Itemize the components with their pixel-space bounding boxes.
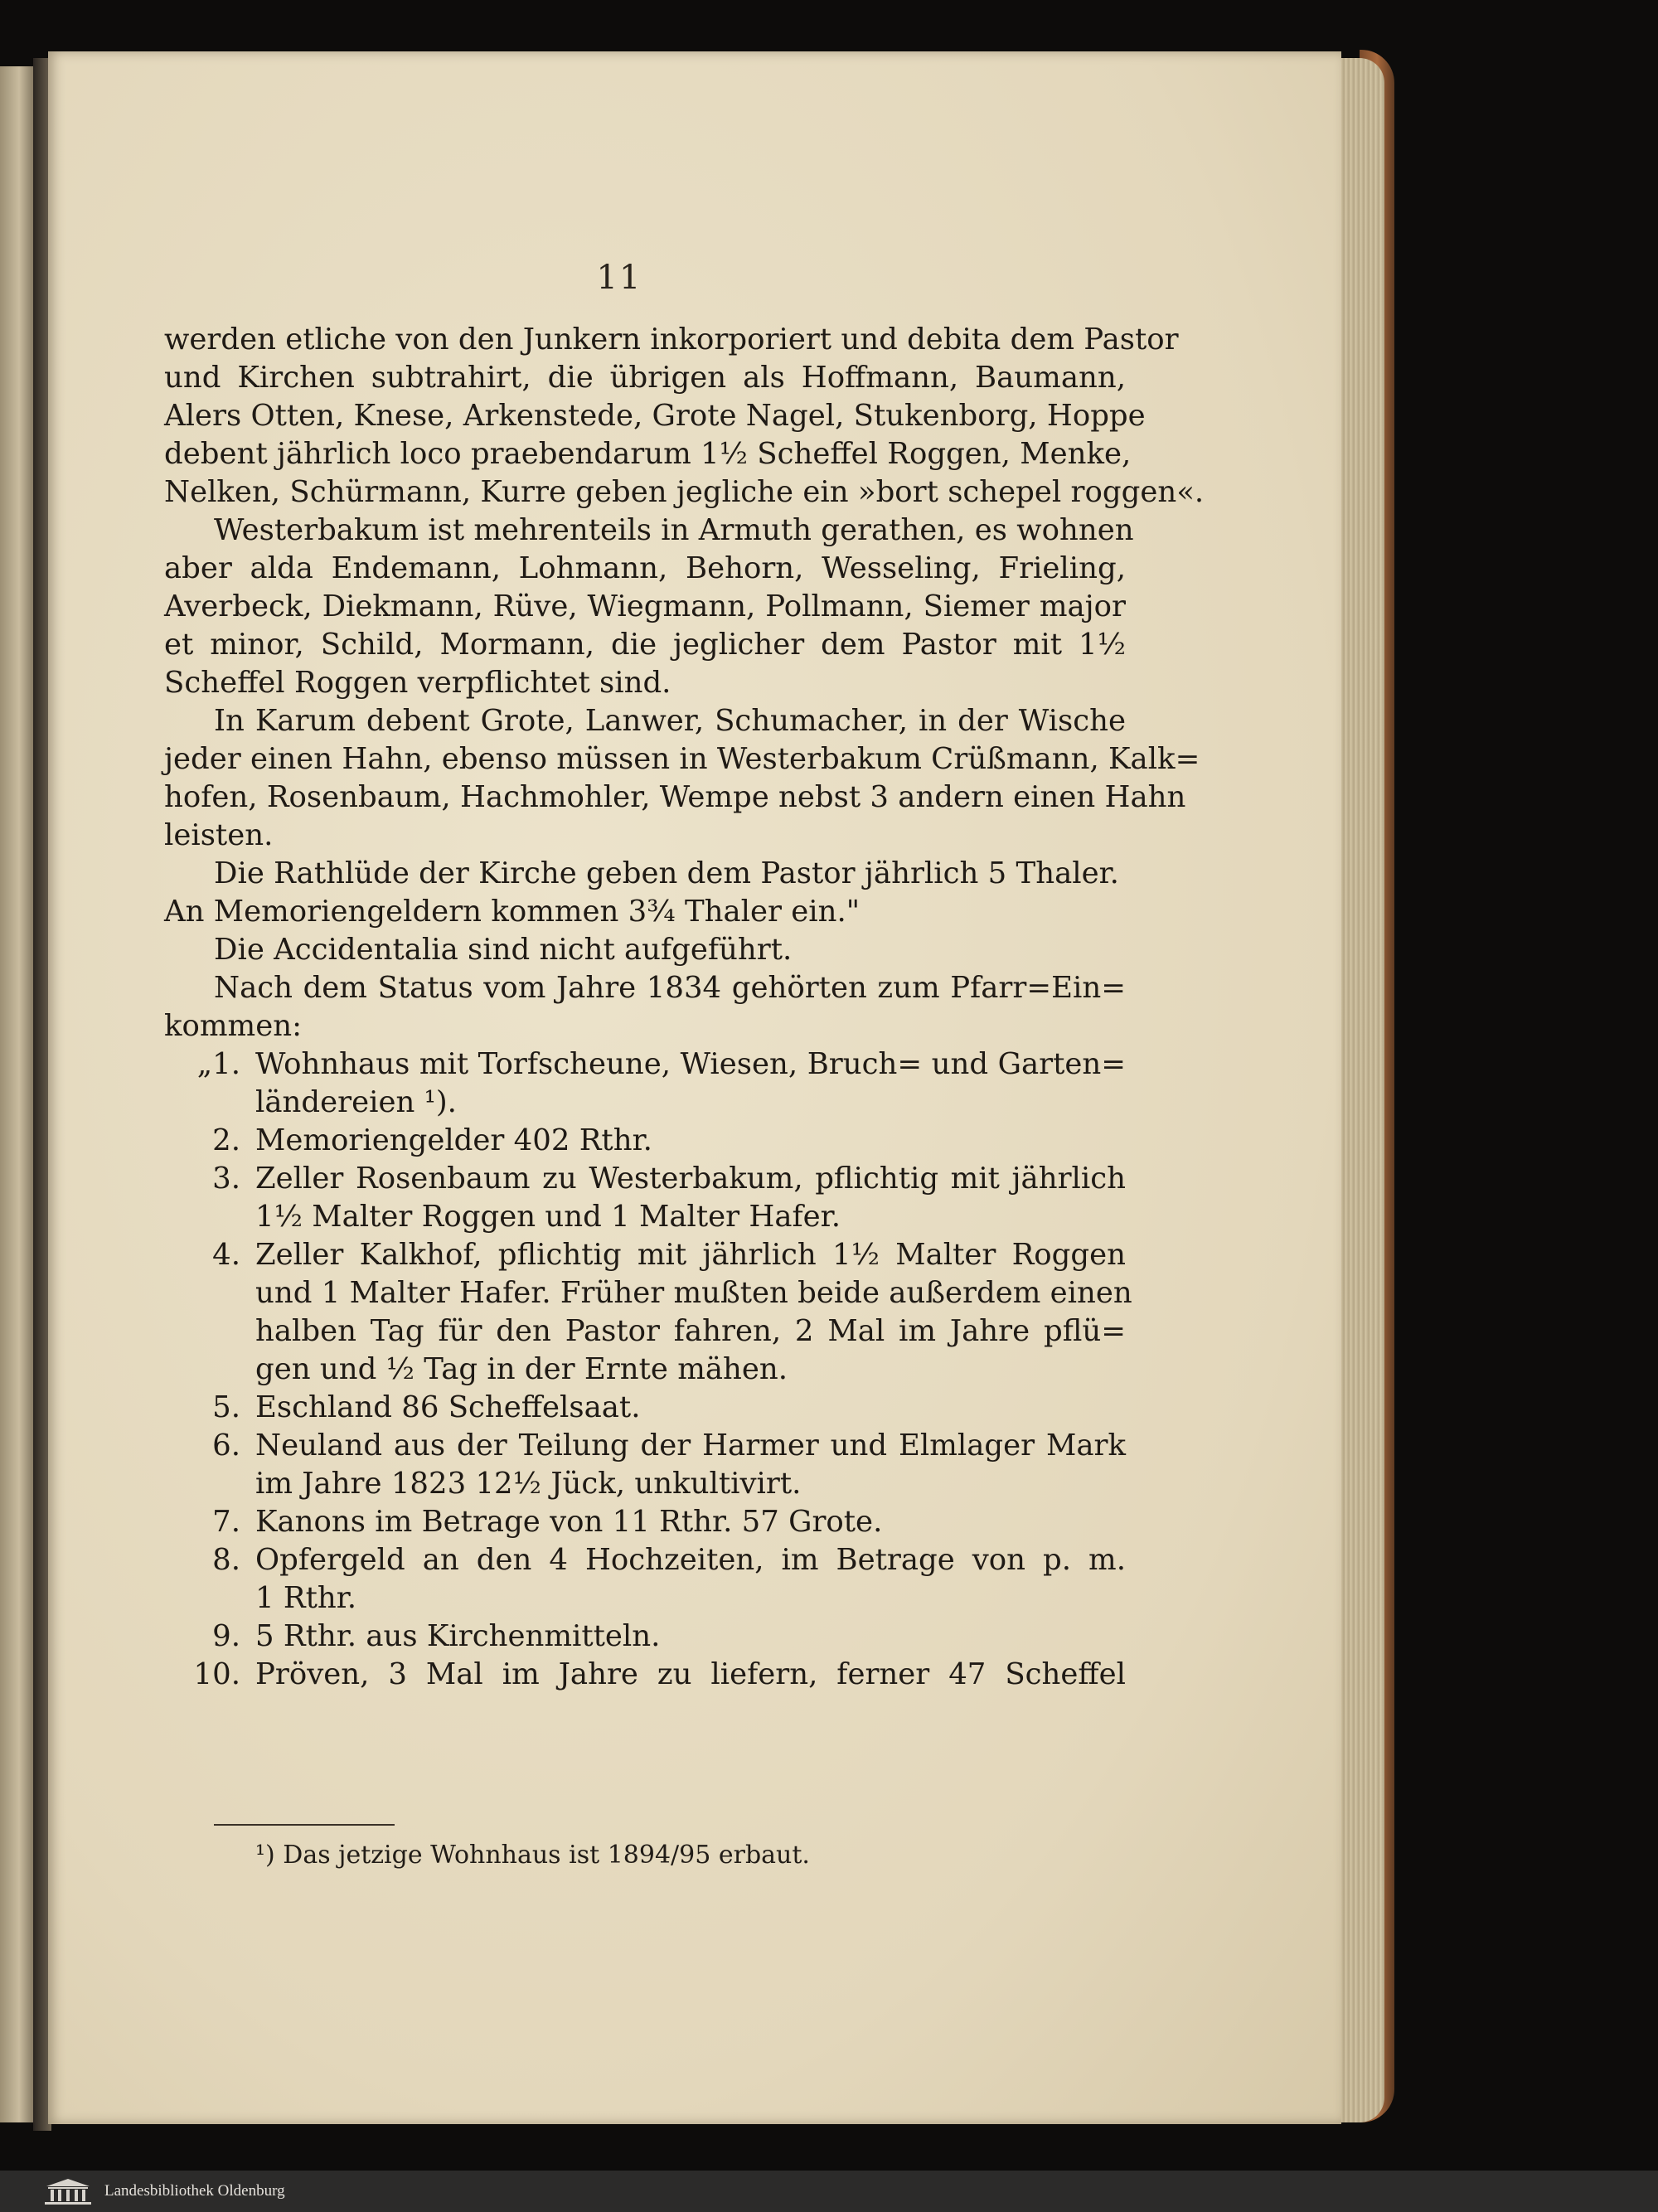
list-item — [164, 1503, 1126, 1541]
text-line: 5 Rthr. aus Kirchenmitteln. — [255, 1619, 661, 1653]
text-line: et minor, Schild, Mormann, die jeglicher dem Pastor mit 1½ — [164, 628, 1126, 662]
list-item — [164, 1656, 1126, 1694]
library-name: Landesbibliothek Oldenburg — [104, 2182, 285, 2200]
page-text — [164, 321, 1205, 1694]
list-item-number: 7. — [212, 1505, 240, 1539]
footer-bar — [0, 2171, 1658, 2212]
text-line: und 1 Malter Hafer. Früher mußten beide außerdem einen — [255, 1276, 1132, 1310]
list-item — [164, 1236, 1132, 1389]
text-line: Westerbakum ist mehrenteils in Armuth gerathen, es wohnen — [214, 513, 1134, 547]
list-item-number: 6. — [212, 1429, 240, 1463]
text-line: Alers Otten, Knese, Arkenstede, Grote Nagel, Stukenborg, Hoppe — [164, 399, 1146, 433]
text-line: werden etliche von den Junkern inkorporiert und debita dem Pastor — [164, 323, 1179, 357]
text-line: Pröven, 3 Mal im Jahre zu liefern, ferner 47 Scheffel — [255, 1657, 1126, 1691]
list-item — [164, 1427, 1126, 1503]
text-line: und Kirchen subtrahirt, die übrigen als Hoffmann, Baumann, — [164, 361, 1126, 395]
text-line: ländereien ¹). — [255, 1085, 457, 1119]
list-item — [164, 1389, 1126, 1427]
list-item-number: 2. — [212, 1123, 240, 1157]
library-building-icon — [43, 2177, 93, 2205]
text-line: An Memoriengeldern kommen 3¾ Thaler ein." — [164, 895, 861, 929]
text-line: gen und ½ Tag in der Ernte mähen. — [255, 1352, 788, 1386]
text-line: Die Accidentalia sind nicht aufgeführt. — [214, 933, 793, 967]
text-line: Nelken, Schürmann, Kurre geben jegliche ein »bort schepel roggen«. — [164, 475, 1205, 509]
text-line: Kanons im Betrage von 11 Rthr. 57 Grote. — [255, 1505, 883, 1539]
text-line: jeder einen Hahn, ebenso müssen in Westerbakum Crüßmann, Kalk= — [164, 742, 1200, 776]
list-item-number: „1. — [196, 1047, 240, 1081]
text-line: Scheffel Roggen verpflichtet sind. — [164, 666, 671, 700]
text-line: Zeller Rosenbaum zu Westerbakum, pflichtig mit jährlich — [255, 1162, 1126, 1196]
list-item-number: 5. — [212, 1390, 240, 1424]
footnote: ¹) Das jetzige Wohnhaus ist 1894/95 erbaut. — [255, 1841, 810, 1870]
text-line: Zeller Kalkhof, pflichtig mit jährlich 1½ Malter Roggen — [255, 1238, 1126, 1272]
book-page — [48, 51, 1341, 2124]
list-item-number: 8. — [212, 1543, 240, 1577]
list-item-number: 10. — [193, 1657, 240, 1691]
list-item — [164, 1541, 1126, 1618]
text-line: hofen, Rosenbaum, Hachmohler, Wempe nebst 3 andern einen Hahn — [164, 780, 1186, 814]
text-line: Averbeck, Diekmann, Rüve, Wiegmann, Pollmann, Siemer major — [164, 589, 1126, 623]
text-line: 1½ Malter Roggen und 1 Malter Hafer. — [255, 1200, 841, 1234]
list-item — [164, 1122, 1126, 1160]
text-line: Neuland aus der Teilung der Harmer und Elmlager Mark — [255, 1429, 1126, 1463]
list-item-number: 3. — [212, 1162, 240, 1196]
text-line: In Karum debent Grote, Lanwer, Schumacher, in der Wische — [214, 704, 1126, 738]
footnote-divider — [214, 1824, 395, 1826]
list-item — [164, 1160, 1126, 1236]
text-line: Wohnhaus mit Torfscheune, Wiesen, Bruch= und Garten= — [255, 1047, 1126, 1081]
text-line: leisten. — [164, 818, 274, 852]
text-line: Opfergeld an den 4 Hochzeiten, im Betrage von p. m. — [255, 1543, 1126, 1577]
page-number: 11 — [596, 259, 642, 297]
text-line: Die Rathlüde der Kirche geben dem Pastor jährlich 5 Thaler. — [214, 856, 1119, 890]
text-line: im Jahre 1823 12½ Jück, unkultivirt. — [255, 1467, 802, 1501]
list-item-number: 9. — [212, 1619, 240, 1653]
text-line: aber alda Endemann, Lohmann, Behorn, Wesseling, Frieling, — [164, 551, 1126, 585]
list-item — [164, 1618, 1126, 1656]
text-line: Eschland 86 Scheffelsaat. — [255, 1390, 641, 1424]
list-item — [164, 1045, 1126, 1122]
left-page-edge — [0, 66, 35, 2122]
text-line: Memoriengelder 402 Rthr. — [255, 1123, 652, 1157]
text-line: 1 Rthr. — [255, 1581, 357, 1615]
text-line: Nach dem Status vom Jahre 1834 gehörten zum Pfarr=Ein= — [214, 971, 1126, 1005]
text-line: kommen: — [164, 1009, 303, 1043]
list-item-number: 4. — [212, 1238, 240, 1272]
text-line: halben Tag für den Pastor fahren, 2 Mal im Jahre pflü= — [255, 1314, 1126, 1348]
text-line: debent jährlich loco praebendarum 1½ Scheffel Roggen, Menke, — [164, 437, 1132, 471]
